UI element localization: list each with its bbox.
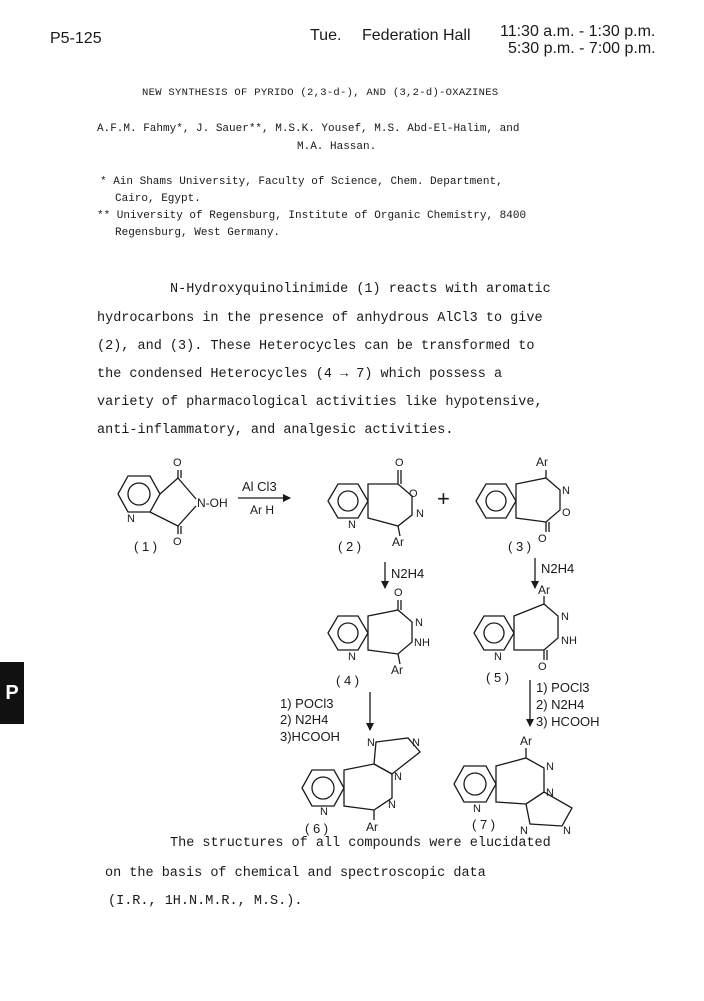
session-time-1: 11:30 a.m. - 1:30 p.m. [500, 23, 656, 40]
compound-7-label: ( 7 ) [472, 817, 496, 832]
compound-2-label: ( 2 ) [338, 539, 362, 554]
conclusion-line: The structures of all compounds were elucidated [170, 836, 551, 851]
atom-N: N [415, 617, 423, 629]
atom-N: N [320, 806, 328, 818]
compound-7-structure [454, 748, 572, 826]
reagent-hydrazine: N2H4 [391, 566, 425, 581]
step-3: 3)HCOOH [280, 729, 340, 744]
atom-N: N [561, 611, 569, 623]
abstract-line: variety of pharmacological activities like hypotensive, [97, 395, 543, 410]
atom-O: O [538, 533, 547, 545]
atom-N: N [394, 771, 402, 783]
atom-Ar: Ar [366, 820, 378, 834]
compound-4-structure [328, 600, 412, 664]
conclusion-line: (I.R., 1H.N.M.R., M.S.). [108, 894, 303, 909]
authors-line-1: A.F.M. Fahmy*, J. Sauer**, M.S.K. Yousef, M.S. Abd-El-Halim, and [97, 123, 520, 135]
atom-O: O [562, 507, 571, 519]
atom-Ar: Ar [520, 734, 532, 748]
atom-Ar: Ar [391, 663, 403, 677]
poster-code: P5-125 [50, 30, 102, 47]
atom-N: N [546, 761, 554, 773]
atom-Ar: Ar [538, 583, 550, 597]
atom-N: N [520, 825, 528, 837]
atom-N: N [388, 799, 396, 811]
atom-Ar: Ar [392, 535, 404, 549]
reagent-alcl3: Al Cl3 [242, 479, 277, 494]
atom-N: N [416, 508, 424, 520]
atom-N-OH: N-OH [197, 496, 228, 510]
atom-N: N [127, 513, 135, 525]
step-2-right: 2) N2H4 [536, 697, 585, 712]
compound-3-structure [476, 470, 560, 532]
plus-sign: + [437, 486, 450, 511]
affiliation-2: ** University of Regensburg, Institute of Organic Chemistry, 8400 [97, 210, 527, 222]
step-1: 1) POCl3 [280, 696, 334, 711]
session-venue: Federation Hall [362, 27, 471, 44]
compound-3-label: ( 3 ) [508, 539, 532, 554]
compound-2-structure [328, 470, 412, 536]
atom-O: O [173, 536, 182, 548]
authors-line-2: M.A. Hassan. [297, 141, 377, 153]
atom-N: N [348, 519, 356, 531]
atom-NH: NH [414, 637, 430, 649]
affiliation-1-cont: Cairo, Egypt. [115, 193, 201, 205]
session-time-2: 5:30 p.m. - 7:00 p.m. [508, 40, 656, 57]
affiliation-1: * Ain Shams University, Faculty of Science, Chem. Department, [100, 176, 503, 188]
compound-5-label: ( 5 ) [486, 670, 510, 685]
section-tab-p: P [0, 662, 24, 724]
abstract-line: N-Hydroxyquinolinimide (1) reacts with aromatic [170, 282, 551, 297]
atom-N: N [562, 485, 570, 497]
affiliation-2-cont: Regensburg, West Germany. [115, 227, 281, 239]
conclusion-line: on the basis of chemical and spectroscopic data [105, 866, 486, 881]
abstract-line: anti-inflammatory, and analgesic activities. [97, 423, 454, 438]
abstract-line: (2), and (3). These Heterocycles can be transformed to [97, 339, 535, 354]
atom-O: O [394, 587, 403, 599]
atom-N: N [412, 737, 420, 749]
session-day: Tue. [310, 27, 342, 44]
compound-4-label: ( 4 ) [336, 673, 360, 688]
atom-N: N [473, 803, 481, 815]
step-1-right: 1) POCl3 [536, 680, 590, 695]
atom-Ar: Ar [536, 455, 548, 469]
compound-5-structure [474, 596, 558, 660]
compound-6-label: ( 6 ) [305, 821, 329, 836]
atom-N: N [367, 737, 375, 749]
compound-1-label: ( 1 ) [134, 539, 158, 554]
abstract-line: the condensed Heterocycles (4 → 7) which possess a [97, 367, 503, 382]
atom-O: O [409, 488, 418, 500]
atom-O: O [538, 661, 547, 673]
step-2: 2) N2H4 [280, 712, 329, 727]
atom-N: N [546, 787, 554, 799]
atom-NH: NH [561, 635, 577, 647]
atom-O: O [173, 457, 182, 469]
atom-N: N [563, 825, 571, 837]
abstract-line: hydrocarbons in the presence of anhydrous AlCl3 to give [97, 311, 543, 326]
reagent-hydrazine: N2H4 [541, 561, 575, 576]
reagent-arh: Ar H [250, 503, 274, 517]
atom-N: N [494, 651, 502, 663]
atom-O: O [395, 457, 404, 469]
paper-title: NEW SYNTHESIS OF PYRIDO (2,3-d-), AND (3,2-d)-OXAZINES [142, 87, 499, 99]
atom-N: N [348, 651, 356, 663]
step-3-right: 3) HCOOH [536, 714, 600, 729]
